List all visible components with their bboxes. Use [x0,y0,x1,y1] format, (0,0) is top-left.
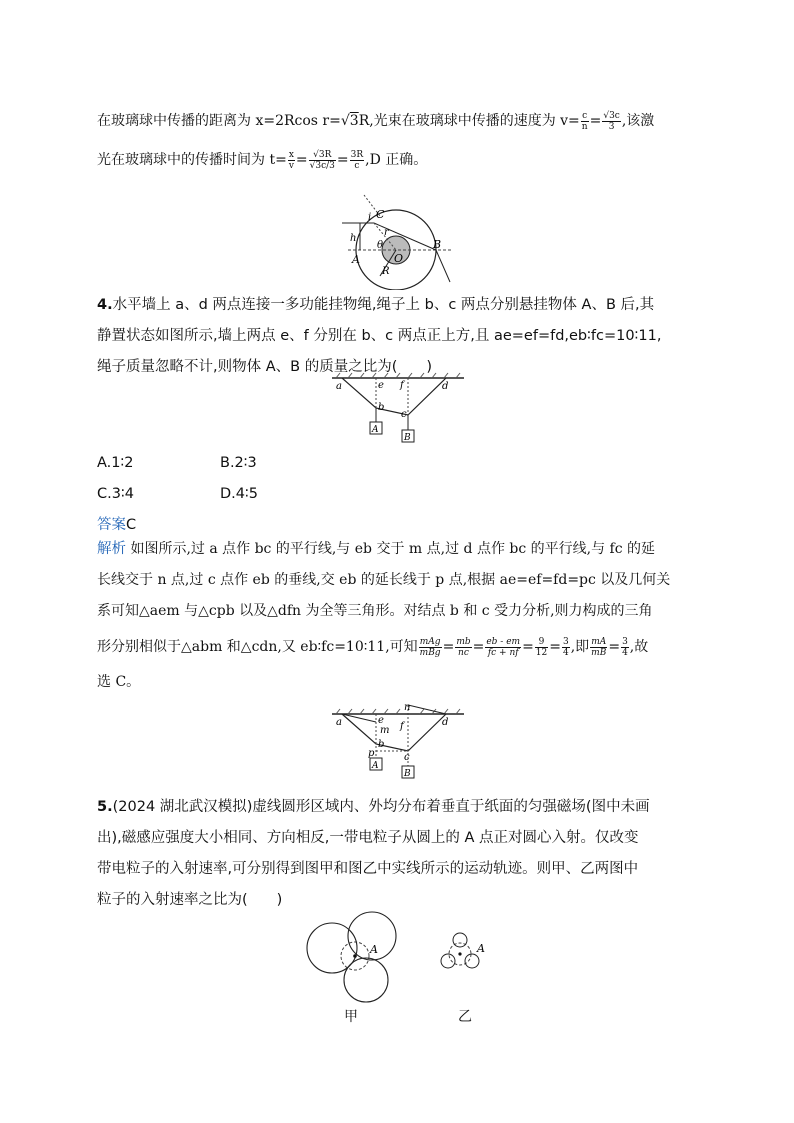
text: 光在玻璃球中的传播时间为 t= [97,152,287,168]
label-f: f [400,380,404,391]
option-b: B.2∶3 [220,455,257,471]
label-b: B [433,238,442,251]
label-r: r [384,227,389,238]
label-n: n [404,702,411,713]
label-r-radius: R [382,266,390,277]
fraction: $\frac{3}{4}$ [562,636,569,658]
label-i: i [368,212,372,223]
fraction: $\frac{√3c}{3}$ [603,110,620,132]
box-label-a: A [372,761,379,771]
top-line-1 [97,106,697,137]
options-row-2 [97,479,697,510]
trajectory-arc-2 [441,954,455,968]
option-d: D.4∶5 [220,486,258,502]
q4-rope-figure [328,372,468,448]
answer-value: C [126,517,137,533]
q5-figure-a [300,908,400,1004]
equals: = [295,152,308,168]
label-a: A [477,942,485,955]
exit-ray [436,250,450,282]
analysis-label: 解析 [97,541,126,557]
text: ,D 正确。 [365,152,428,168]
caption-a: 甲 [344,1009,358,1025]
text: ,该激 [621,113,655,129]
label-theta: θ [377,240,384,251]
glass-sphere-figure [340,190,460,290]
q5-text: 出),磁感应强度大小相同、方向相反,一带电粒子从圆上的 A 点正对圆心入射。仅改变 [97,830,639,846]
box-label-b: B [404,769,411,779]
equals: = [589,113,602,129]
q4-analysis [97,534,697,698]
sol-line-3 [97,596,697,627]
sol-line-1 [97,534,697,565]
options-row-1 [97,448,697,479]
sol-text: 如图所示,过 a 点作 bc 的平行线,与 eb 交于 m 点,过 d 点作 bc 的平行线,与 fc 的延 [130,541,656,557]
caption-b: 乙 [458,1009,472,1025]
question-5 [97,792,697,916]
sol-text: 系可知△aem 与△cpb 以及△dfn 为全等三角形。对结点 b 和 c 受力分析,则力构成的三角 [97,603,653,619]
trajectory-arc-1 [453,933,467,947]
label-h: h [350,233,357,244]
center-dot [353,954,357,958]
trajectory-arc-3 [344,958,388,1002]
rope [342,378,449,415]
option-c: C.3∶4 [97,486,134,502]
label-e: e [378,380,384,391]
sol-text: ,即 [570,639,590,655]
trajectory-arc-3 [465,954,479,968]
q5-text: 粒子的入射速率之比为( ) [97,892,283,908]
fraction: $\frac{√3R}{√3c/3}$ [309,149,335,171]
q5-line-3 [97,854,697,885]
top-solution-text [97,106,697,176]
q4-text: 静置状态如图所示,墙上两点 e、f 分别在 b、c 两点正上方,且 ae=ef=fd,eb∶fc=10∶11, [97,328,662,344]
dn-line [408,705,446,714]
label-a: A [352,253,360,266]
q5-line-2 [97,823,697,854]
box-label-a: A [372,425,379,435]
q5-figure-b [436,928,496,980]
fraction: $\frac{9}{12}$ [535,636,548,658]
label-f: f [400,721,404,732]
fraction: $\frac{x}{v}$ [288,149,294,171]
label-p: p [368,748,375,759]
label-c: c [404,752,410,763]
sol-text: 形分别相似于△abm 和△cdn,又 eb∶fc=10∶11,可知 [97,639,418,655]
text: 在玻璃球中传播的距离为 x=2Rcos r= [97,113,341,129]
label-m: m [380,725,390,736]
answer-label: 答案 [97,517,126,533]
fraction: $\frac{\text{mAg}}{\text{mBg}}$ [419,636,441,658]
sol-line-5 [97,667,697,698]
q4-options [97,448,697,541]
fraction: $\frac{mb}{nc}$ [456,636,471,658]
label-c: c [401,409,407,420]
label-b: b [378,739,385,750]
equals: = [336,152,349,168]
question-4 [97,290,697,383]
fraction: $\frac{3R}{c}$ [350,149,364,171]
label-a: a [336,717,342,728]
label-e: e [378,715,384,726]
text: R,光束在玻璃球中传播的速度为 v= [358,113,580,129]
q5-line-1 [97,792,697,823]
top-line-2 [97,145,697,176]
q4-line-1 [97,290,697,321]
sol-text: 长线交于 n 点,过 c 点作 eb 的垂线,交 eb 的延长线于 p 点,根据 ae=ef=fd=pc 以及几何关 [97,572,671,588]
fraction: $\frac{c}{n}$ [581,110,588,132]
q5-text: 带电粒子的入射速率,可分别得到图甲和图乙中实线所示的运动轨迹。则甲、乙两图中 [97,861,639,877]
label-d: d [442,717,449,728]
label-a: a [336,381,342,392]
label-c: C [376,208,385,221]
label-d: d [442,381,449,392]
q5-text: (2024 湖北武汉模拟)虚线圆形区域内、外均分布着垂直于纸面的匀强磁场(图中未画 [112,799,650,815]
label-b: b [378,402,385,413]
sol-line-4: 形分别相似于△abm 和△cdn,又 eb∶fc=10∶11,可知 $\frac{\text{mAg}}{\text{mBg}}$ = $\frac{mb}{nc}$ = $\frac{eb - em}{fc + nf}$ = $\frac{9}{12}$ = $\frac{3}{4}$ ,即 $\frac{mA}{mB}$ = $\frac{3}{4}$ ,故 [97,636,649,658]
q4-text: 水平墙上 a、d 两点连接一多功能挂物绳,绳子上 b、c 两点分别悬挂物体 A、B 后,其 [112,297,655,313]
q4-number: 4. [97,297,113,313]
q5-number: 5. [97,799,113,815]
box-label-b: B [404,433,411,443]
sqrt-sign: √ [340,113,350,129]
option-a: A.1∶2 [97,455,134,471]
fraction: $\frac{eb - em}{fc + nf}$ [486,636,521,658]
label-a: A [370,943,378,956]
q4-text: 绳子质量忽略不计,则物体 A、B 的质量之比为( ) [97,359,433,375]
rope [342,714,449,751]
q4-line-2 [97,321,697,352]
fraction: $\frac{3}{4}$ [622,636,628,658]
sol-text: ,故 [629,639,649,655]
sqrt-value: 3 [349,113,359,129]
sol-line-2 [97,565,697,596]
fraction: $\frac{mA}{mB}$ [591,636,607,658]
label-o: O [394,252,404,265]
center-dot [458,952,461,955]
sol-text: 选 C。 [97,674,141,690]
q4-solution-figure [328,700,468,786]
